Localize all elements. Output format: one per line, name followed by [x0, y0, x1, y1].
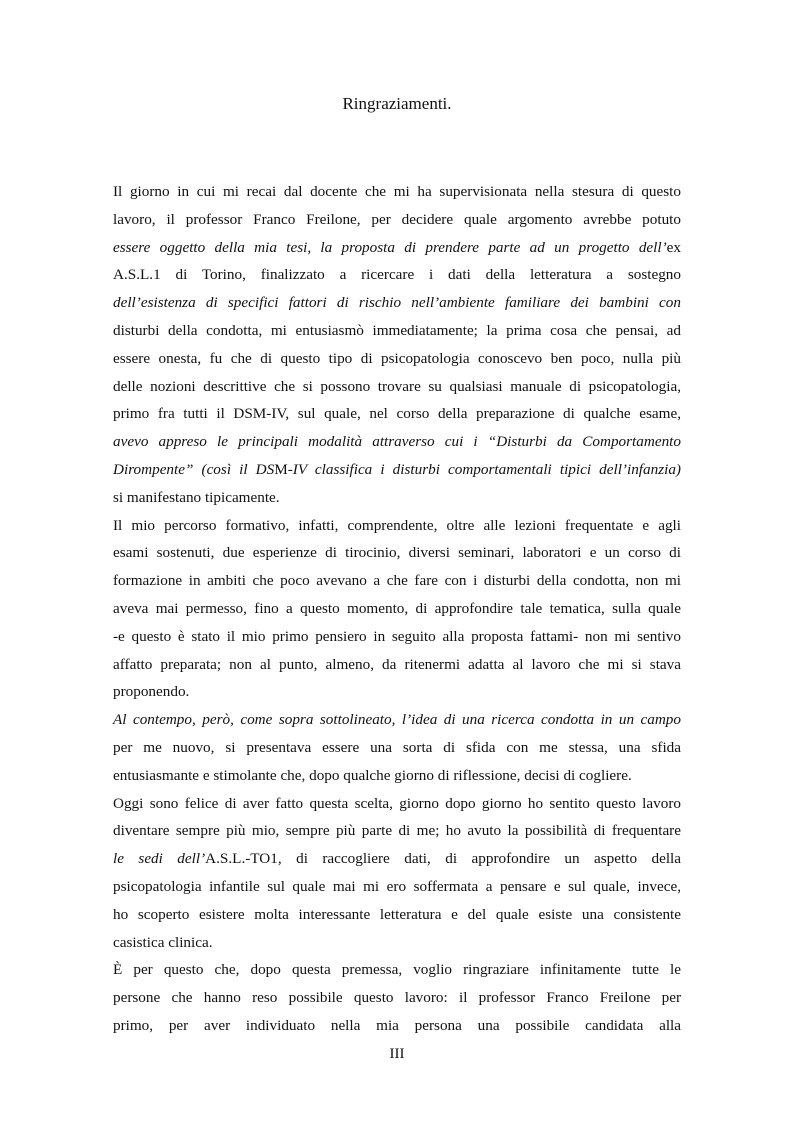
text-segment: affatto preparata; non al punto, almeno, da ritenermi adatta al lavoro che mi si stava	[113, 655, 681, 673]
text-segment: Oggi sono felice di aver fatto questa scelta, giorno dopo giorno ho sentito questo lavoro	[113, 794, 681, 812]
text-segment: casistica clinica.	[113, 933, 213, 951]
text-segment: proponendo.	[113, 683, 190, 701]
text-line	[113, 317, 681, 345]
text-segment: entusiasmante e stimolante che, dopo qualche giorno di riflessione, decisi di cogliere.	[113, 766, 632, 784]
italic-text-segment: Al contempo, però, come sopra sottolineato, l’idea di una ricerca condotta in un campo	[113, 711, 681, 729]
text-segment: lavoro, il professor Franco Freilone, per decidere quale argomento avrebbe potuto	[113, 210, 681, 228]
text-line	[113, 651, 681, 679]
text-line	[113, 595, 681, 623]
italic-text-segment: essere oggetto della mia tesi, la proposta di prendere parte ad un progetto dell’	[113, 238, 667, 256]
text-line	[113, 373, 681, 401]
text-line	[113, 567, 681, 595]
text-segment: formazione in ambiti che poco avevano a che fare con i disturbi della condotta, non mi	[113, 572, 681, 590]
text-segment: per me nuovo, si presentava essere una sorta di sfida con me stessa, una sfida	[113, 738, 681, 756]
text-segment: ex	[666, 238, 681, 256]
italic-text-segment: le sedi dell’	[113, 850, 206, 868]
text-segment: essere onesta, fu che di questo tipo di psicopatologia conoscevo ben poco, nulla più	[113, 349, 681, 367]
text-line	[113, 790, 681, 818]
text-segment: Il mio percorso formativo, infatti, comprendente, oltre alle lezioni frequentate e agli	[113, 516, 681, 534]
text-segment: diventare sempre più mio, sempre più parte di me; ho avuto la possibilità di frequentare	[113, 822, 681, 840]
text-segment: aveva mai permesso, fino a questo momento, di approfondire tale tematica, sulla quale	[113, 599, 681, 617]
page-title: Ringraziamenti.	[342, 94, 452, 113]
text-segment: -e questo è stato il mio primo pensiero in seguito alla proposta fattami- non mi sentivo	[113, 627, 681, 645]
text-line	[113, 984, 681, 1012]
text-segment: primo fra tutti il DSM-IV, sul quale, nel corso della preparazione di qualche esame,	[113, 405, 681, 423]
text-line	[113, 400, 681, 428]
text-line	[113, 623, 681, 651]
text-segment: persone che hanno reso possibile questo lavoro: il professor Franco Freilone per	[113, 989, 681, 1007]
text-segment: ho scoperto esistere molta interessante letteratura e del quale esiste una consistente	[113, 905, 681, 923]
text-segment: primo, per aver individuato nella mia persona una possibile candidata alla	[113, 1016, 681, 1034]
text-line	[113, 512, 681, 540]
text-line	[113, 929, 681, 957]
text-segment: M-	[274, 460, 293, 478]
italic-text-segment: Dirompente” (così il DS	[113, 460, 275, 478]
text-line	[113, 484, 681, 512]
text-line	[113, 178, 681, 206]
text-segment: A.S.L.-TO1, di raccogliere dati, di approfondire un aspetto della	[205, 850, 681, 868]
italic-text-segment: IV classifica i disturbi comportamentali tipici dell’infanzia)	[292, 460, 681, 478]
italic-text-segment: dell’esistenza di specifici fattori di rischio nell’ambiente familiare dei bambini con	[113, 294, 681, 312]
italic-text-segment: avevo appreso le principali modalità attraverso cui i “Disturbi da Comportamento	[113, 433, 681, 451]
text-line	[113, 1012, 681, 1040]
text-line	[113, 456, 681, 484]
text-segment: Il giorno in cui mi recai dal docente che mi ha supervisionata nella stesura di questo	[113, 183, 681, 200]
text-segment: È per questo che, dopo questa premessa, voglio ringraziare infinitamente tutte le	[113, 961, 681, 979]
text-line	[113, 234, 681, 262]
text-line	[113, 539, 681, 567]
text-segment: A.S.L.1 di Torino, finalizzato a ricercare i dati della letteratura a sostegno	[113, 266, 681, 284]
text-line	[113, 734, 681, 762]
text-segment: si manifestano tipicamente.	[113, 488, 280, 506]
page-number: III	[389, 1046, 405, 1062]
body-text	[113, 178, 681, 1040]
text-line	[113, 901, 681, 929]
text-line	[113, 289, 681, 317]
text-line	[113, 706, 681, 734]
text-line	[113, 845, 681, 873]
text-line	[113, 873, 681, 901]
text-line	[113, 428, 681, 456]
text-line	[113, 762, 681, 790]
text-line	[113, 817, 681, 845]
text-line	[113, 261, 681, 289]
text-line	[113, 678, 681, 706]
text-segment: delle nozioni descrittive che si possono trovare su qualsiasi manuale di psicopatologia,	[113, 377, 681, 395]
text-segment: psicopatologia infantile sul quale mai mi ero soffermata a pensare e sul quale, invece,	[113, 877, 681, 895]
text-line	[113, 345, 681, 373]
text-line	[113, 956, 681, 984]
text-segment: disturbi della condotta, mi entusiasmò immediatamente; la prima cosa che pensai, ad	[113, 321, 681, 339]
text-segment: esami sostenuti, due esperienze di tirocinio, diversi seminari, laboratori e un corso di	[113, 544, 681, 562]
text-line	[113, 206, 681, 234]
